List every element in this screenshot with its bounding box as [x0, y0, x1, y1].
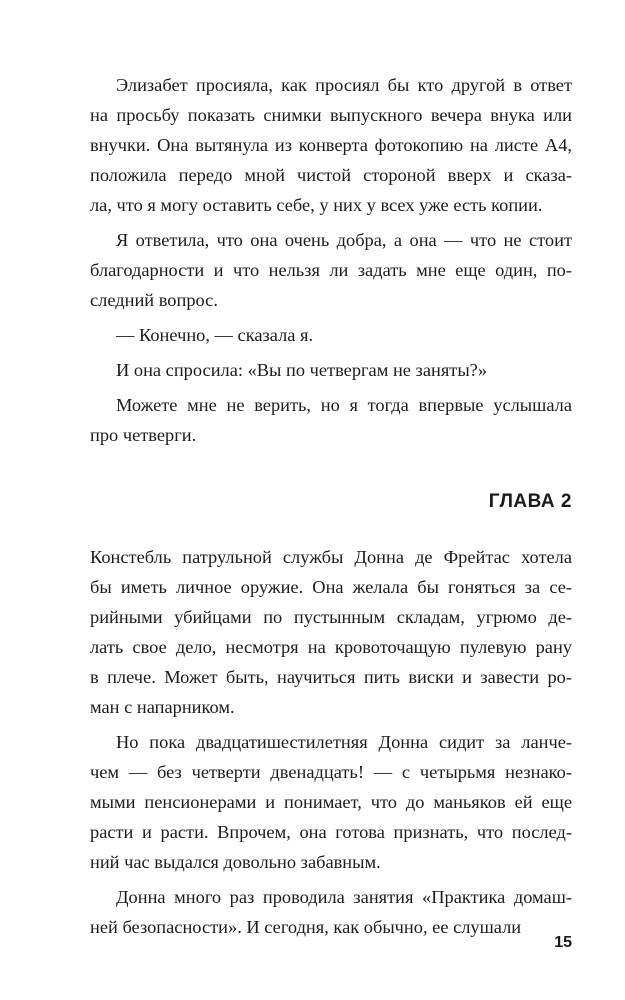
- paragraph: [90, 320, 572, 350]
- text-line: Донна много раз проводила занятия «Практика домаш-: [116, 887, 572, 907]
- text-line: внучки. Она вытянула из конверта фотокопию на листе А4,: [90, 135, 572, 155]
- text-line: Элизабет просияла, как просиял бы кто другой в ответ: [116, 75, 572, 95]
- text-line: на просьбу показать снимки выпускного вечера внука или: [90, 105, 572, 125]
- text-line: следний вопрос.: [90, 290, 218, 310]
- text-line: Констебль патрульной службы Донна де Фрейтас хотела: [90, 547, 572, 567]
- text-line: И она спросила: «Вы по четвергам не заняты?»: [116, 360, 488, 380]
- text-line: бы иметь личное оружие. Она желала бы гоняться за се-: [90, 577, 572, 597]
- text-line: мыми пенсионерами и понимает, что до маньяков ей еще: [90, 792, 572, 812]
- text-line: в плече. Может быть, научиться пить виски и завести ро-: [90, 667, 572, 687]
- paragraph: [90, 542, 572, 722]
- text-line: — Конечно, — сказала я.: [116, 325, 314, 345]
- text-line: про четверги.: [90, 425, 197, 445]
- chapter-heading: ГЛАВА 2: [488, 491, 572, 512]
- text-line: чем — без четверти двенадцать! — с четырьмя незнако-: [90, 762, 572, 782]
- paragraph: [90, 225, 572, 315]
- text-line: ний час выдался довольно забавным.: [90, 852, 381, 872]
- page-number: 15: [554, 934, 572, 951]
- text-line: расти и расти. Впрочем, она готова признать, что послед-: [90, 822, 572, 842]
- text-section-chapter-2: [90, 542, 572, 942]
- text-line: Можете мне не верить, но я тогда впервые услышала: [116, 395, 572, 415]
- paragraph: [90, 727, 572, 877]
- text-line: ней безопасности». И сегодня, как обычно, ее слушали: [90, 917, 522, 937]
- text-line: рийными убийцами по пустынным складам, угрюмо де-: [90, 607, 572, 627]
- text-line: Я ответила, что она очень добра, а она — что не стоит: [116, 230, 572, 250]
- text-line: лать свое дело, несмотря на кровоточащую пулевую рану: [90, 637, 572, 657]
- text-line: положила передо мной чистой стороной вверх и сказа-: [90, 165, 572, 185]
- paragraph: [90, 390, 572, 450]
- paragraph: [90, 355, 572, 385]
- text-line: ман с напарником.: [90, 697, 235, 717]
- text-line: благодарности и что нельзя ли задать мне еще один, по-: [90, 260, 572, 280]
- paragraph: [90, 70, 572, 220]
- text-line: Но пока двадцатишестилетняя Донна сидит за ланче-: [116, 732, 572, 752]
- text-line: ла, что я могу оставить себе, у них у всех уже есть копии.: [90, 195, 543, 215]
- paragraph: [90, 882, 572, 942]
- text-section-before-chapter: [90, 70, 572, 450]
